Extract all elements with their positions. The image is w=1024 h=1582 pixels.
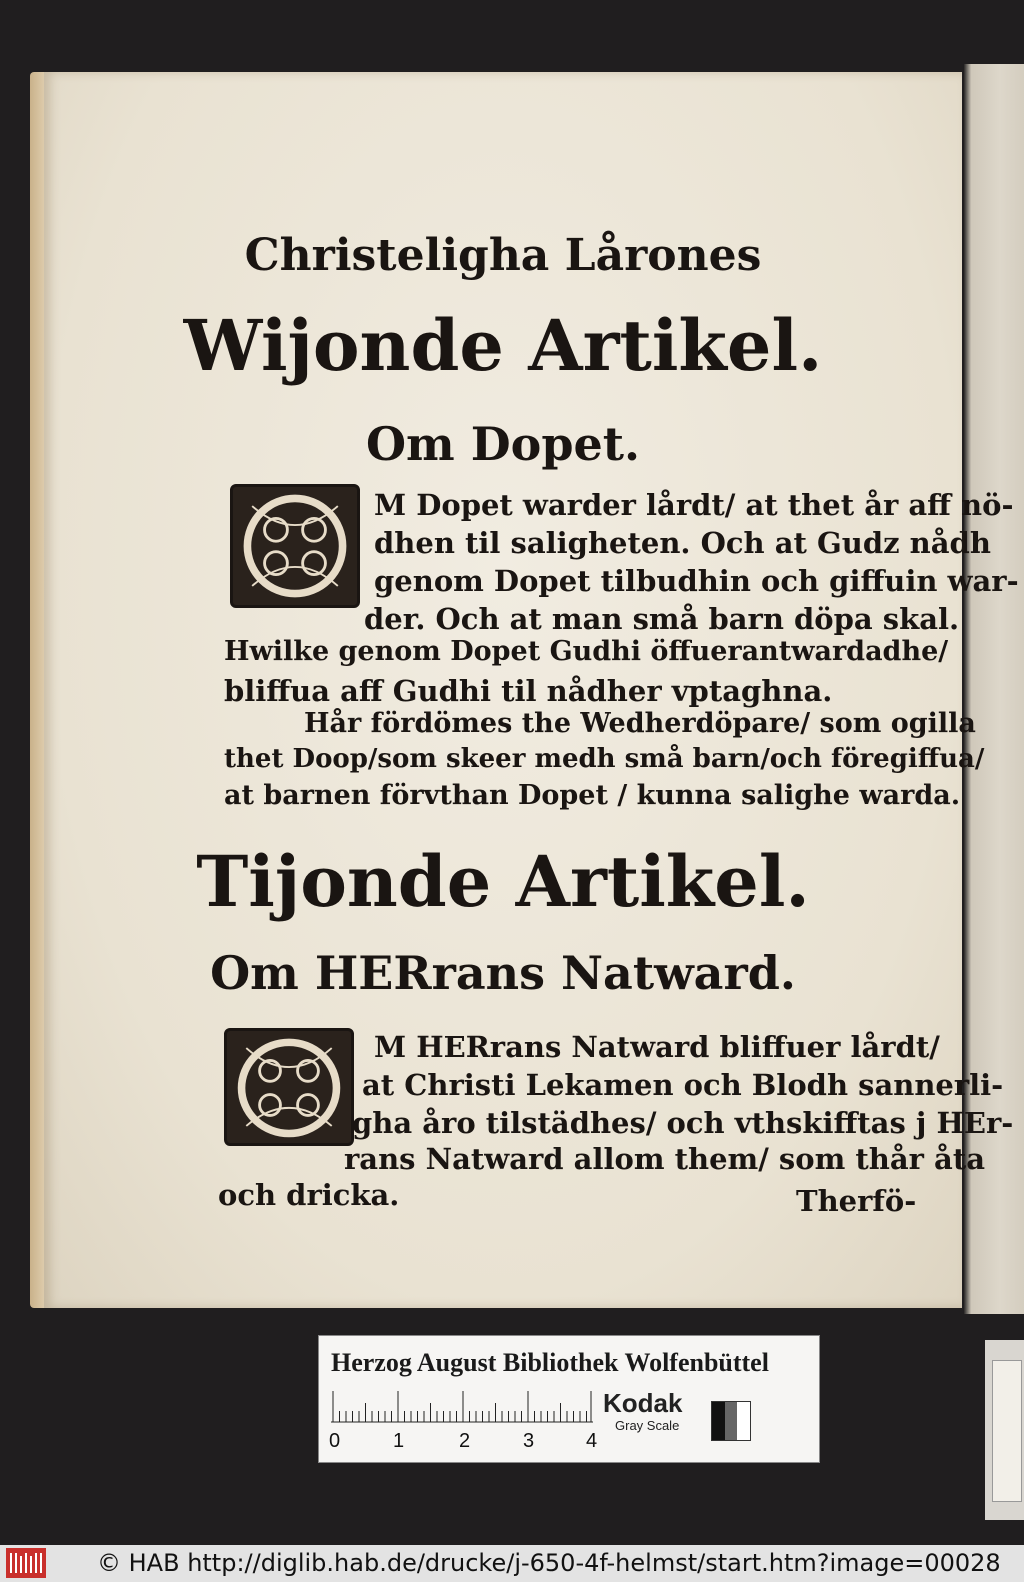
ruler-number: 3 [523, 1430, 535, 1452]
text-line: M Dopet warder lårdt/ at thet år aff nö- [374, 488, 1014, 522]
page-text [44, 72, 1019, 1308]
article-9-heading: Wijonde Artikel. [183, 304, 823, 387]
running-heading: Christeligha Lårones [244, 230, 762, 281]
article-9-subheading: Om Dopet. [365, 417, 641, 471]
article-10-heading: Tijonde Artikel. [196, 840, 810, 923]
ruler-number: 4 [586, 1430, 598, 1452]
ruler-number: 0 [329, 1430, 341, 1452]
decorated-initial-o [230, 484, 360, 608]
gray-scale-label: Gray Scale [615, 1418, 680, 1433]
text-line: rans Natward allom them/ som thår åta [344, 1142, 986, 1176]
ruler-number: 2 [459, 1430, 471, 1452]
shelf-label [992, 1360, 1022, 1502]
kodak-logo: Kodak [603, 1388, 683, 1418]
ruler-icon [331, 1391, 593, 1423]
text-line: at barnen förvthan Dopet / kunna salighe warda. [224, 780, 961, 811]
ruler-number: 1 [393, 1430, 405, 1452]
gray-swatch [711, 1401, 751, 1441]
footer-bar [0, 1545, 1024, 1582]
text-line: der. Och at man små barn döpa skal. [364, 602, 960, 636]
library-name: Herzog August Bibliothek Wolfenbüttel [331, 1348, 769, 1377]
catchword: Therfö- [796, 1184, 917, 1218]
article-10-subheading: Om HERrans Natward. [210, 946, 796, 1000]
text-line: dhen til saligheten. Och at Gudz nådh [374, 526, 991, 560]
text-line: genom Dopet tilbudhin och giffuin war- [374, 564, 1019, 598]
ornament-icon [227, 1031, 351, 1143]
text-line: at Christi Lekamen och Blodh sannerli- [362, 1068, 1004, 1102]
text-line: Hwilke genom Dopet Gudhi öffuerantwardadhe/ [224, 636, 949, 667]
book-page [44, 72, 1019, 1308]
hab-logo-icon [6, 1548, 46, 1578]
color-scale-card [318, 1335, 820, 1463]
ruler-numbers [331, 1430, 606, 1456]
decorated-initial-o [224, 1028, 354, 1146]
text-line: gha åro tilstädhes/ och vthskifftas j HEr- [352, 1106, 1014, 1140]
text-line: M HERrans Natward bliffuer lårdt/ [374, 1030, 940, 1064]
text-line: Hår fördömes the Wedherdöpare/ som ogilla [304, 708, 976, 739]
text-line: och dricka. [218, 1178, 400, 1212]
ornament-icon [233, 487, 357, 605]
text-line: bliffua aff Gudhi til nådher vptaghna. [224, 674, 833, 708]
text-line: thet Doop/som skeer medh små barn/och föregiffua/ [224, 744, 985, 774]
copyright-url: © HAB http://diglib.hab.de/drucke/j-650-4f-helmst/start.htm?image=00028 [97, 1549, 1001, 1577]
